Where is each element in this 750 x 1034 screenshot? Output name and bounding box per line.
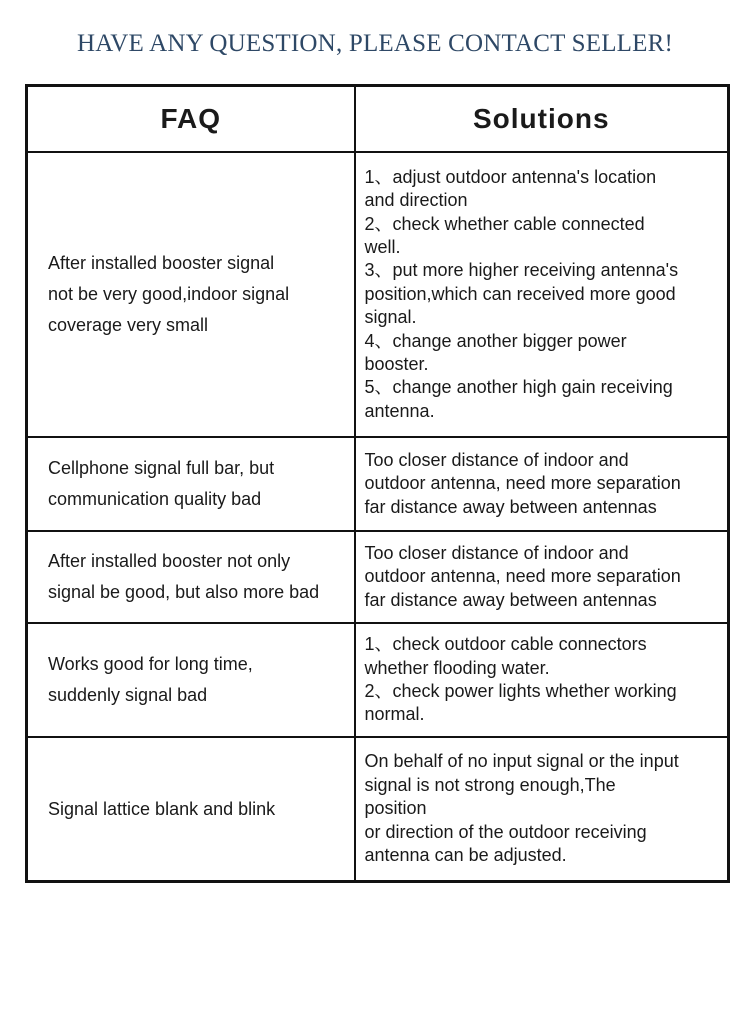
table-header-row: [27, 86, 729, 153]
faq-question-cell: [27, 623, 355, 737]
table-row: [27, 531, 729, 623]
faq-question-cell: [27, 437, 355, 531]
faq-solution: 1、adjust outdoor antenna's location and direction 2、check whether cable connected well. 3、put more higher receiving antenna's position,which can received more good signal. 4、change another bigger power booster. 5、change another high gain receiving antenna.: [364, 166, 679, 421]
faq-solution: Too closer distance of indoor and outdoor antenna, need more separation far distance away between antennas: [364, 542, 681, 610]
faq-question: After installed booster not only signal be good, but also more bad: [48, 551, 320, 602]
faq-question: Cellphone signal full bar, but communication quality bad: [48, 458, 275, 509]
faq-question-cell: [27, 531, 355, 623]
solutions-column-header: Solutions: [355, 86, 729, 153]
faq-solution-cell: [355, 437, 729, 531]
faq-solution: On behalf of no input signal or the input signal is not strong enough,The position or direction of the outdoor receiving antenna can be adjusted.: [364, 751, 679, 866]
faq-question: Signal lattice blank and blink: [48, 798, 276, 819]
table-row: [27, 737, 729, 882]
faq-solution-cell: [355, 152, 729, 437]
faq-table: [25, 84, 730, 883]
faq-solution: Too closer distance of indoor and outdoor antenna, need more separation far distance away between antennas: [364, 449, 681, 517]
table-row: [27, 152, 729, 437]
faq-question: After installed booster signal not be very good,indoor signal coverage very small: [48, 253, 290, 335]
table-row: [27, 623, 729, 737]
faq-solution-cell: [355, 623, 729, 737]
faq-question: Works good for long time, suddenly signal bad: [48, 654, 253, 705]
faq-question-cell: [27, 737, 355, 882]
faq-solution: 1、check outdoor cable connectors whether flooding water. 2、check power lights whether working normal.: [364, 634, 677, 725]
table-row: [27, 437, 729, 531]
faq-column-header: FAQ: [27, 86, 355, 153]
contact-seller-banner: HAVE ANY QUESTION, PLEASE CONTACT SELLER!: [76, 30, 674, 57]
faq-solution-cell: [355, 737, 729, 882]
faq-question-cell: [27, 152, 355, 437]
faq-solution-cell: [355, 531, 729, 623]
